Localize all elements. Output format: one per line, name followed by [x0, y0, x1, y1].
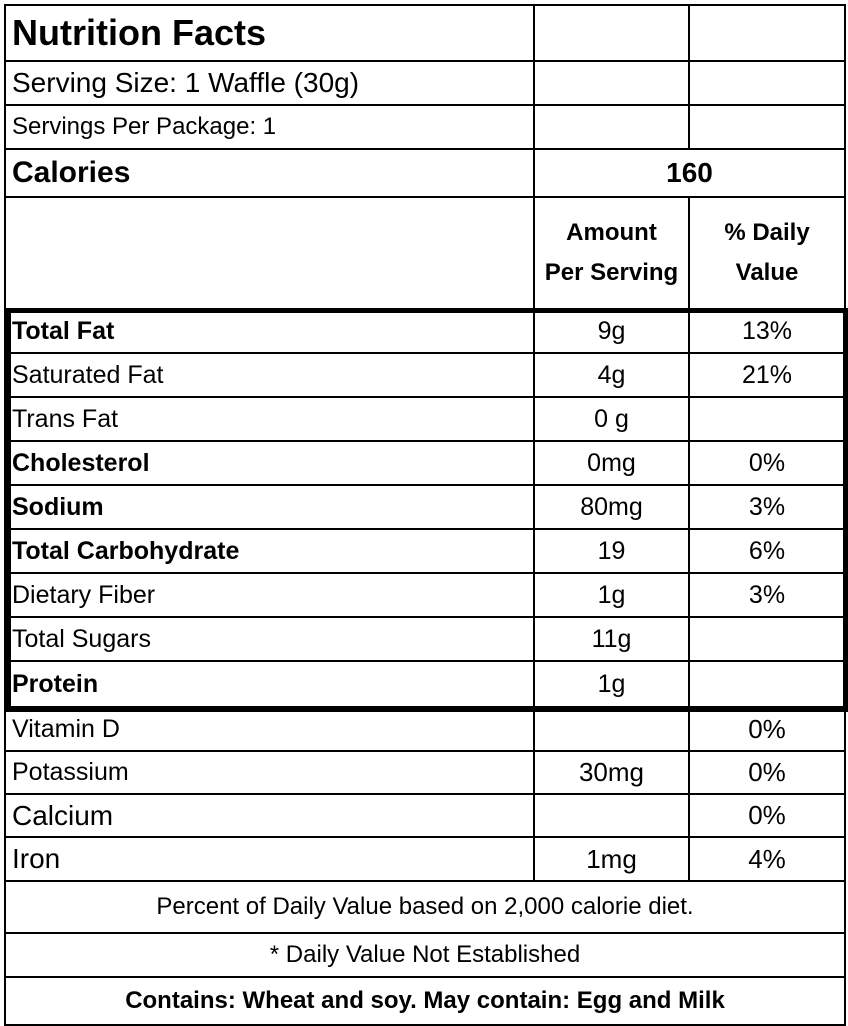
footer-row — [5, 881, 845, 933]
nutrient-amount: 0 g — [534, 397, 689, 441]
vitamin-daily-value: 0% — [689, 751, 845, 794]
empty-cell — [689, 61, 845, 105]
nutrient-name: Saturated Fat — [5, 353, 534, 397]
nutrient-name: Sodium — [5, 485, 534, 529]
nutrient-amount: 9g — [534, 309, 689, 353]
calories-row — [5, 149, 845, 197]
nutrient-amount: 19 — [534, 529, 689, 573]
nutrient-amount: 4g — [534, 353, 689, 397]
vitamin-row — [5, 794, 845, 837]
nutrient-amount: 1g — [534, 573, 689, 617]
nutrient-name: Cholesterol — [5, 441, 534, 485]
dv-header-line2: Value — [735, 259, 799, 286]
dv-header-line1: % Daily — [724, 219, 810, 246]
nutrient-amount: 11g — [534, 617, 689, 661]
empty-cell — [534, 105, 689, 149]
nutrient-daily-value: 3% — [689, 573, 845, 617]
footer-row — [5, 933, 845, 977]
nutrient-daily-value: 0% — [689, 441, 845, 485]
vitamin-row — [5, 751, 845, 794]
nutrient-row — [5, 617, 845, 661]
daily-value-note: Percent of Daily Value based on 2,000 calorie diet. — [5, 881, 845, 933]
serving-size-row — [5, 61, 845, 105]
nutrition-label — [4, 4, 844, 1020]
nutrient-row — [5, 441, 845, 485]
nutrient-row — [5, 353, 845, 397]
nutrient-name: Total Fat — [5, 309, 534, 353]
vitamin-amount — [534, 707, 689, 751]
nutrient-daily-value: 21% — [689, 353, 845, 397]
vitamin-row — [5, 837, 845, 881]
nutrient-name: Total Carbohydrate — [5, 529, 534, 573]
not-established-note: * Daily Value Not Established — [5, 933, 845, 977]
calories-value: 160 — [534, 149, 845, 197]
title-row — [5, 5, 845, 61]
nutrient-name: Protein — [5, 661, 534, 707]
nutrient-daily-value — [689, 617, 845, 661]
nutrient-amount: 80mg — [534, 485, 689, 529]
amount-header-line1: Amount — [566, 219, 657, 246]
vitamin-name: Calcium — [5, 794, 534, 837]
footer-row — [5, 977, 845, 1025]
nutrition-table — [4, 4, 846, 1026]
nutrient-row — [5, 529, 845, 573]
nutrient-name: Trans Fat — [5, 397, 534, 441]
nutrient-name: Dietary Fiber — [5, 573, 534, 617]
vitamin-amount — [534, 794, 689, 837]
nutrient-daily-value: 3% — [689, 485, 845, 529]
vitamin-name: Vitamin D — [5, 707, 534, 751]
empty-cell — [534, 5, 689, 61]
nutrient-row — [5, 397, 845, 441]
calories-label: Calories — [5, 149, 534, 197]
vitamin-amount: 1mg — [534, 837, 689, 881]
nutrient-daily-value — [689, 661, 845, 707]
allergen-statement: Contains: Wheat and soy. May contain: Egg and Milk — [5, 977, 845, 1025]
servings-per-package-row — [5, 105, 845, 149]
nutrient-name: Total Sugars — [5, 617, 534, 661]
nutrient-row — [5, 573, 845, 617]
vitamin-name: Iron — [5, 837, 534, 881]
nutrient-daily-value — [689, 397, 845, 441]
vitamin-amount: 30mg — [534, 751, 689, 794]
vitamin-name: Potassium — [5, 751, 534, 794]
serving-size: Serving Size: 1 Waffle (30g) — [5, 61, 534, 105]
column-header-row — [5, 197, 845, 309]
nutrient-amount: 0mg — [534, 441, 689, 485]
nutrient-daily-value: 13% — [689, 309, 845, 353]
empty-cell — [689, 5, 845, 61]
label-title: Nutrition Facts — [5, 5, 534, 61]
nutrient-row — [5, 309, 845, 353]
amount-per-serving-header — [534, 197, 689, 309]
servings-per-package: Servings Per Package: 1 — [5, 105, 534, 149]
vitamin-daily-value: 4% — [689, 837, 845, 881]
nutrient-amount: 1g — [534, 661, 689, 707]
empty-cell — [689, 105, 845, 149]
nutrient-daily-value: 6% — [689, 529, 845, 573]
nutrient-row — [5, 661, 845, 707]
vitamin-row — [5, 707, 845, 751]
amount-header-line2: Per Serving — [544, 259, 679, 286]
vitamin-daily-value: 0% — [689, 794, 845, 837]
vitamin-daily-value: 0% — [689, 707, 845, 751]
nutrient-row — [5, 485, 845, 529]
daily-value-header — [689, 197, 845, 309]
empty-cell — [534, 61, 689, 105]
empty-cell — [5, 197, 534, 309]
